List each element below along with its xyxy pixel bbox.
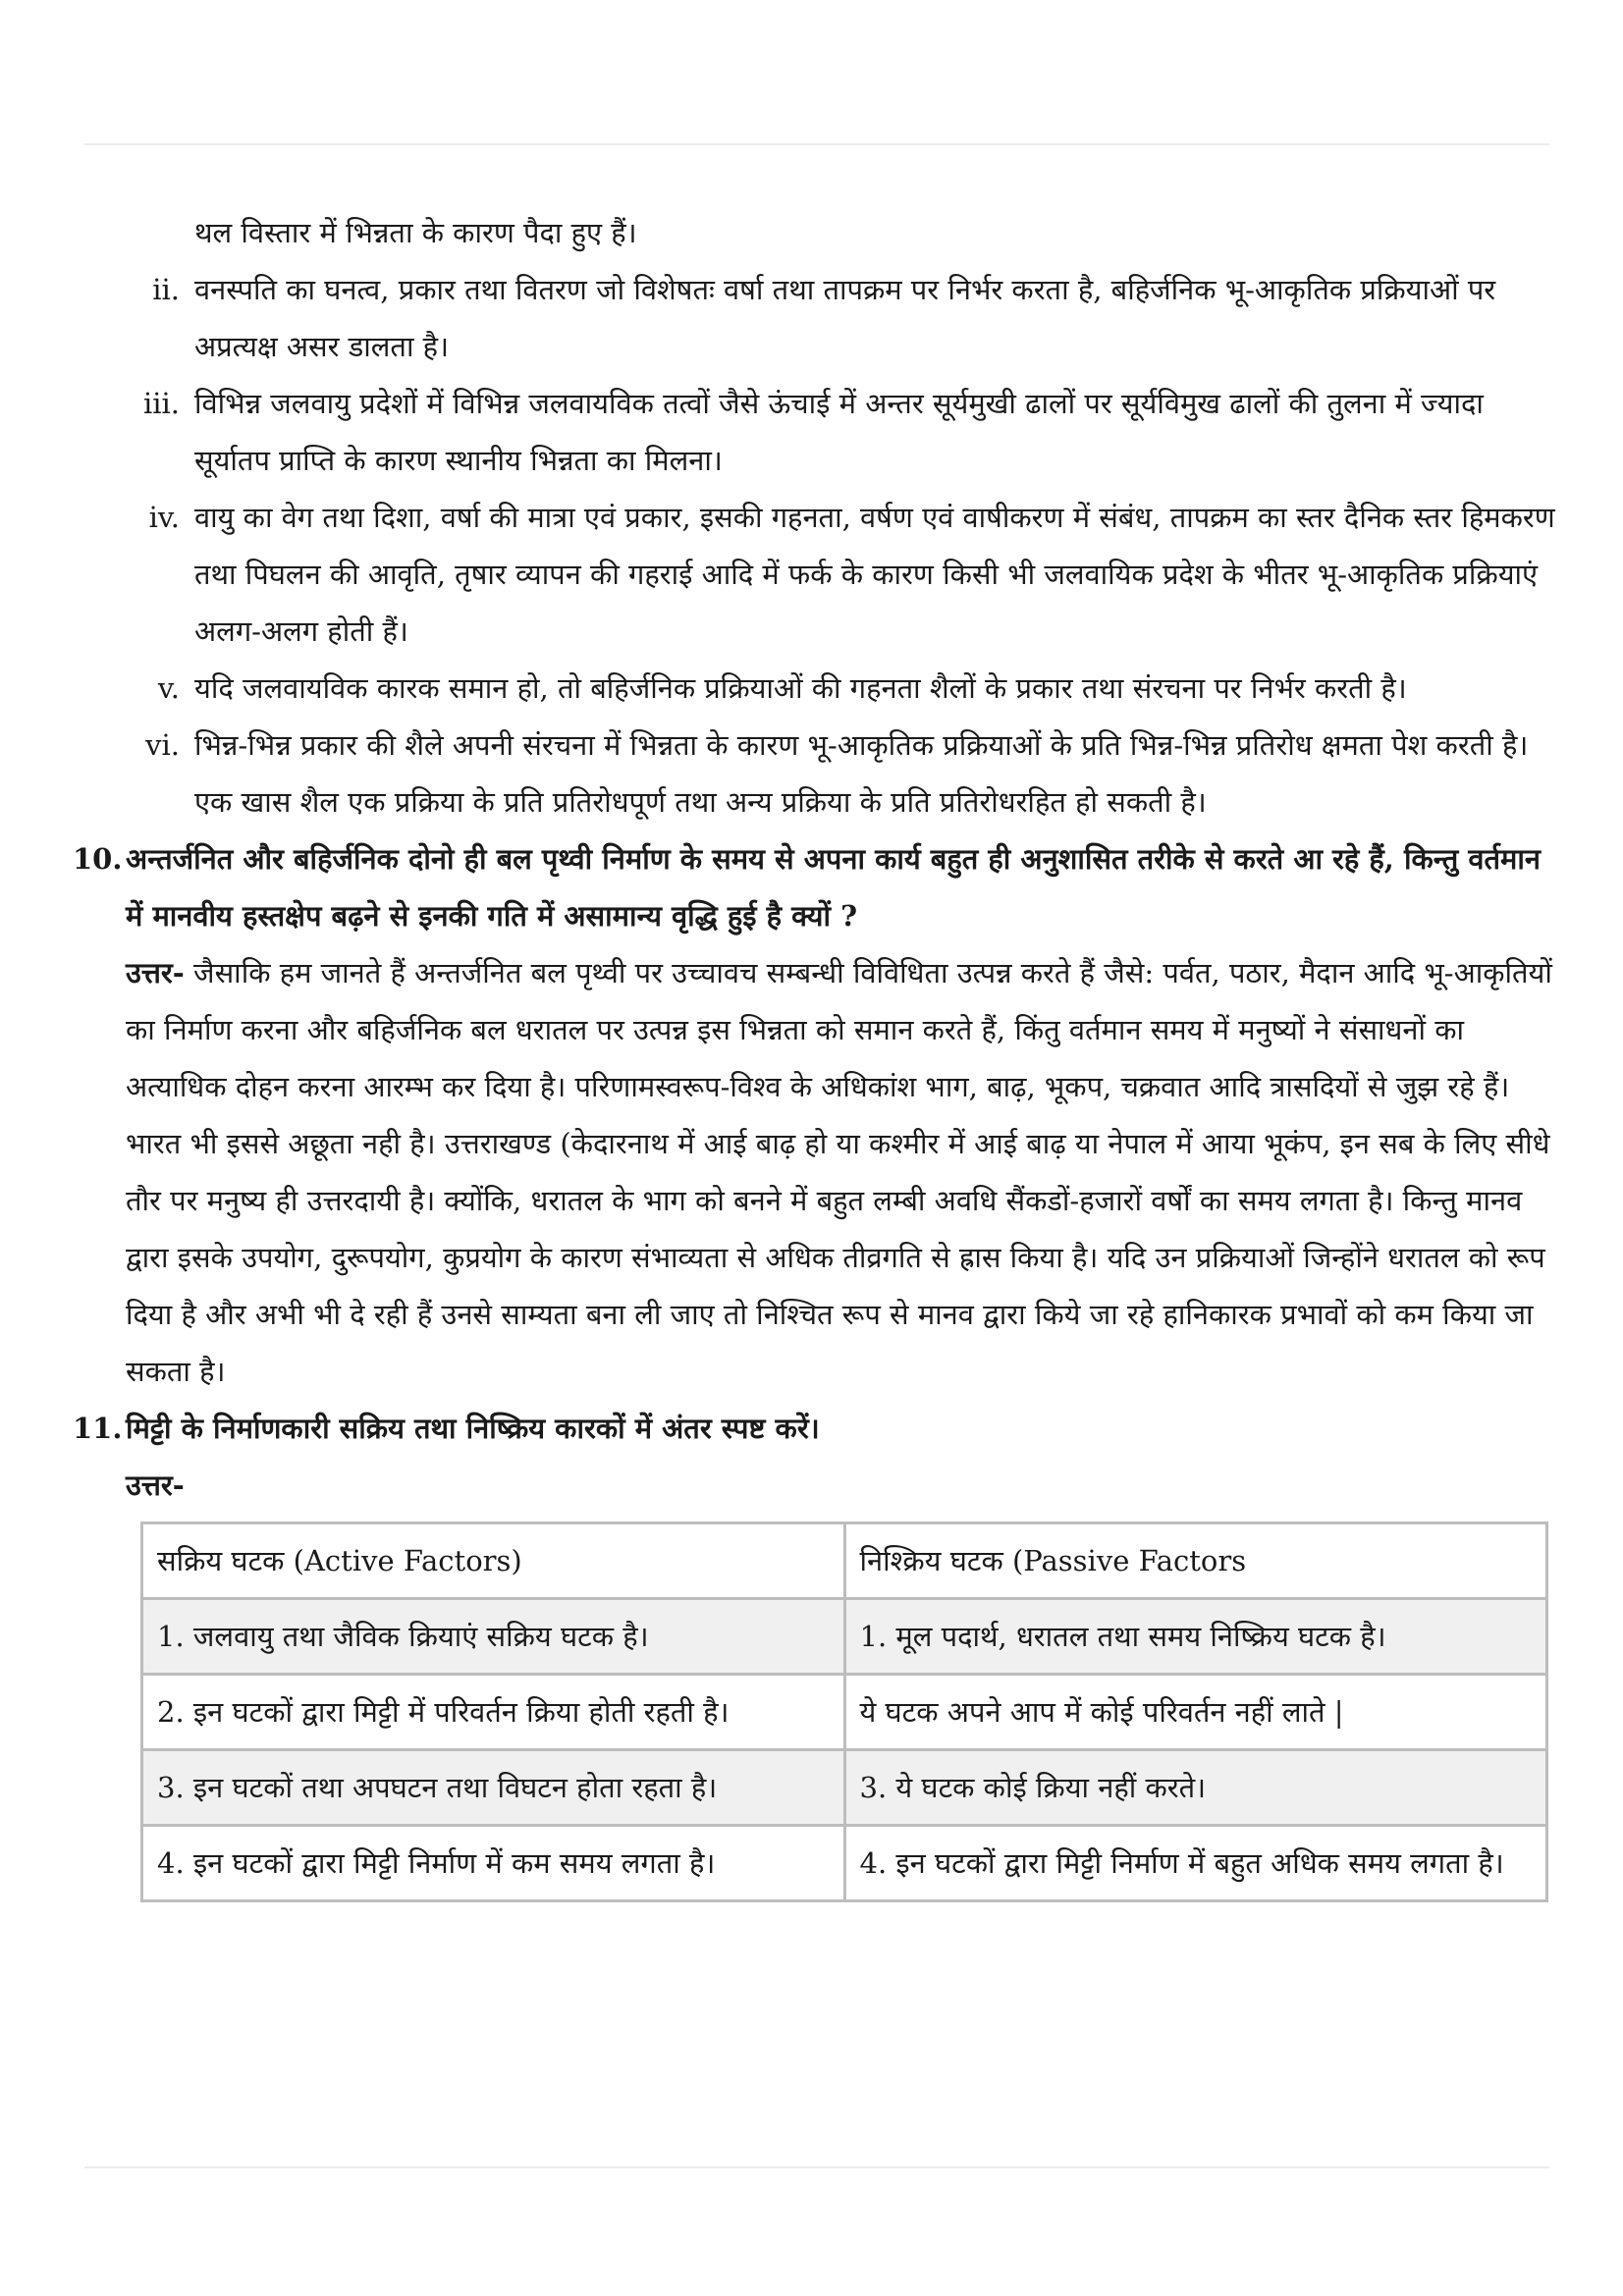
table-cell: 4. इन घटकों द्वारा मिट्टी निर्माण में बहुत अधिक समय लगता है। <box>844 1826 1547 1901</box>
top-divider <box>84 143 1549 145</box>
list-item-number: ii. <box>152 273 180 306</box>
list-item-number: iii. <box>142 387 180 420</box>
table-row <box>142 1826 1547 1901</box>
table-header-cell: निश्क्रिय घटक (Passive Factors <box>844 1523 1547 1599</box>
table-cell: 3. ये घटक कोई क्रिया नहीं करते। <box>844 1750 1547 1826</box>
table-cell: 2. इन घटकों द्वारा मिट्टी में परिवर्तन क्रिया होती रहती है। <box>142 1675 845 1750</box>
answer-text: जैसाकि हम जानते हैं अन्तर्जनित बल पृथ्वी पर उच्चावच सम्बन्धी विविधिता उत्पन्न करते हैं जैसे: पर्वत, पठार, मैदान आदि भू-आकृतियों का निर्माण करना और बहिर्जनिक बल धरातल पर उत्पन्न इस भिन्नता को समान करते हैं, किंतु वर्तमान समय में मनुष्यों ने संसाधनों का अत्याधिक दोहन करना आरम्भ कर दिया है। परिणामस्वरूप-विश्व के अधिकांश भाग, बाढ़, भूकप, चक्रवात आदि त्रासदियों से जुझ रहे हैं। भारत भी इससे अछूता नही है। उत्तराखण्ड (केदारनाथ में आई बाढ़ हो या कश्मीर में आई बाढ़ या नेपाल में आया भूकंप, इन सब के लिए सीधे तौर पर मनुष्य ही उत्तरदायी है। क्योंकि, धरातल के भाग को बनने में बहुत लम्बी अवधि सैंकडों-हजारों वर्षों का समय लगता है। किन्तु मानव द्वारा इसके उपयोग, दुरूपयोग, कुप्रयोग के कारण संभाव्यता से अधिक तीव्रगति से ह्रास किया है। यदि उन प्रक्रियाओं जिन्होंने धरातल को रूप दिया है और अभी भी दे रही हैं उनसे साम्यता बना ली जाए तो निश्चित रूप से मानव द्वारा किये जा रहे हानिकारक प्रभावों को कम किया जा सकता है। <box>126 956 1552 1388</box>
factors-table <box>140 1522 1548 1902</box>
list-item-text: वनस्पति का घनत्व, प्रकार तथा वितरण जो विशेषतः वर्षा तथा तापक्रम पर निर्भर करता है, बहिर्जनिक भू-आकृतिक प्रक्रियाओं पर अप्रत्यक्ष असर डालता है। <box>194 273 1496 363</box>
answer-10 <box>69 944 1561 1400</box>
table-cell: 3. इन घटकों तथा अपघटन तथा विघटन होता रहता है। <box>142 1750 845 1826</box>
list-item-text: विभिन्न जलवायु प्रदेशों में विभिन्न जलवायविक तत्वों जैसे ऊंचाई में अन्तर सूर्यमुखी ढालों पर सूर्यविमुख ढालों की तुलना में ज्यादा सूर्यातप प्राप्ति के कारण स्थानीय भिन्नता का मिलना। <box>194 387 1484 477</box>
list-item-number: iv. <box>148 501 180 534</box>
list-item <box>69 660 1561 717</box>
list-item-text: वायु का वेग तथा दिशा, वर्षा की मात्रा एवं प्रकार, इसकी गहनता, वर्षण एवं वाषीकरण में संबंध, तापक्रम का स्तर दैनिक स्तर हिमकरण तथा पिघलन की आवृति, तृषार व्यापन की गहराई आदि में फर्क के कारण किसी भी जलवायिक प्रदेश के भीतर भू-आकृतिक प्रक्रियाएं अलग-अलग होती हैं। <box>194 501 1555 648</box>
list-item <box>69 375 1561 489</box>
answer-label: उत्तर- <box>126 956 185 989</box>
table-header-cell: सक्रिय घटक (Active Factors) <box>142 1523 845 1599</box>
question-number: 10. <box>73 842 123 876</box>
sub-point-list <box>69 261 1561 830</box>
list-item-number: v. <box>157 671 180 705</box>
list-item-number: vi. <box>145 728 180 762</box>
list-item-text: भिन्न-भिन्न प्रकार की शैले अपनी संरचना में भिन्नता के कारण भू-आकृतिक प्रक्रियाओं के प्रति भिन्न-भिन्न प्रतिरोध क्षमता पेश करती है। एक खास शैल एक प्रक्रिया के प्रति प्रतिरोधपूर्ण तथा अन्य प्रक्रिया के प्रति प्रतिरोधरहित हो सकती है। <box>194 728 1529 819</box>
table-cell: 1. जलवायु तथा जैविक क्रियाएं सक्रिय घटक है। <box>142 1599 845 1675</box>
table-cell: 4. इन घटकों द्वारा मिट्टी निर्माण में कम समय लगता है। <box>142 1826 845 1901</box>
question-number: 11. <box>73 1412 123 1445</box>
question-11 <box>69 1400 1561 1457</box>
table-row <box>142 1675 1547 1750</box>
answer-label: उत्तर- <box>126 1468 185 1502</box>
question-10 <box>69 830 1561 944</box>
list-item-text: यदि जलवायविक कारक समान हो, तो बहिर्जनिक प्रक्रियाओं की गहनता शैलों के प्रकार तथा संरचना पर निर्भर करती है। <box>194 671 1407 705</box>
table-row <box>142 1750 1547 1826</box>
continued-text: थल विस्तार में भिन्नता के कारण पैदा हुए हैं। <box>194 216 637 249</box>
question-text: अन्तर्जनित और बहिर्जनिक दोनो ही बल पृथ्वी निर्माण के समय से अपना कार्य बहुत ही अनुशासित तरीके से करते आ रहे हैं, किन्तु वर्तमान में मानवीय हस्तक्षेप बढ़ने से इनकी गति में असामान्य वृद्धि हुई है क्यों ? <box>126 842 1541 933</box>
list-item <box>69 717 1561 830</box>
answer-11 <box>69 1457 1561 1514</box>
document-body <box>69 204 1561 1902</box>
question-text: मिट्टी के निर्माणकारी सक्रिय तथा निष्क्रिय कारकों में अंतर स्पष्ट करें। <box>126 1412 820 1445</box>
list-item <box>69 489 1561 660</box>
table-row <box>142 1599 1547 1675</box>
list-item <box>69 261 1561 375</box>
table-cell: 1. मूल पदार्थ, धरातल तथा समय निष्क्रिय घटक है। <box>844 1599 1547 1675</box>
table-cell: ये घटक अपने आप में कोई परिवर्तन नहीं लाते | <box>844 1675 1547 1750</box>
bottom-divider <box>84 2166 1549 2168</box>
table-header-row <box>142 1523 1547 1599</box>
